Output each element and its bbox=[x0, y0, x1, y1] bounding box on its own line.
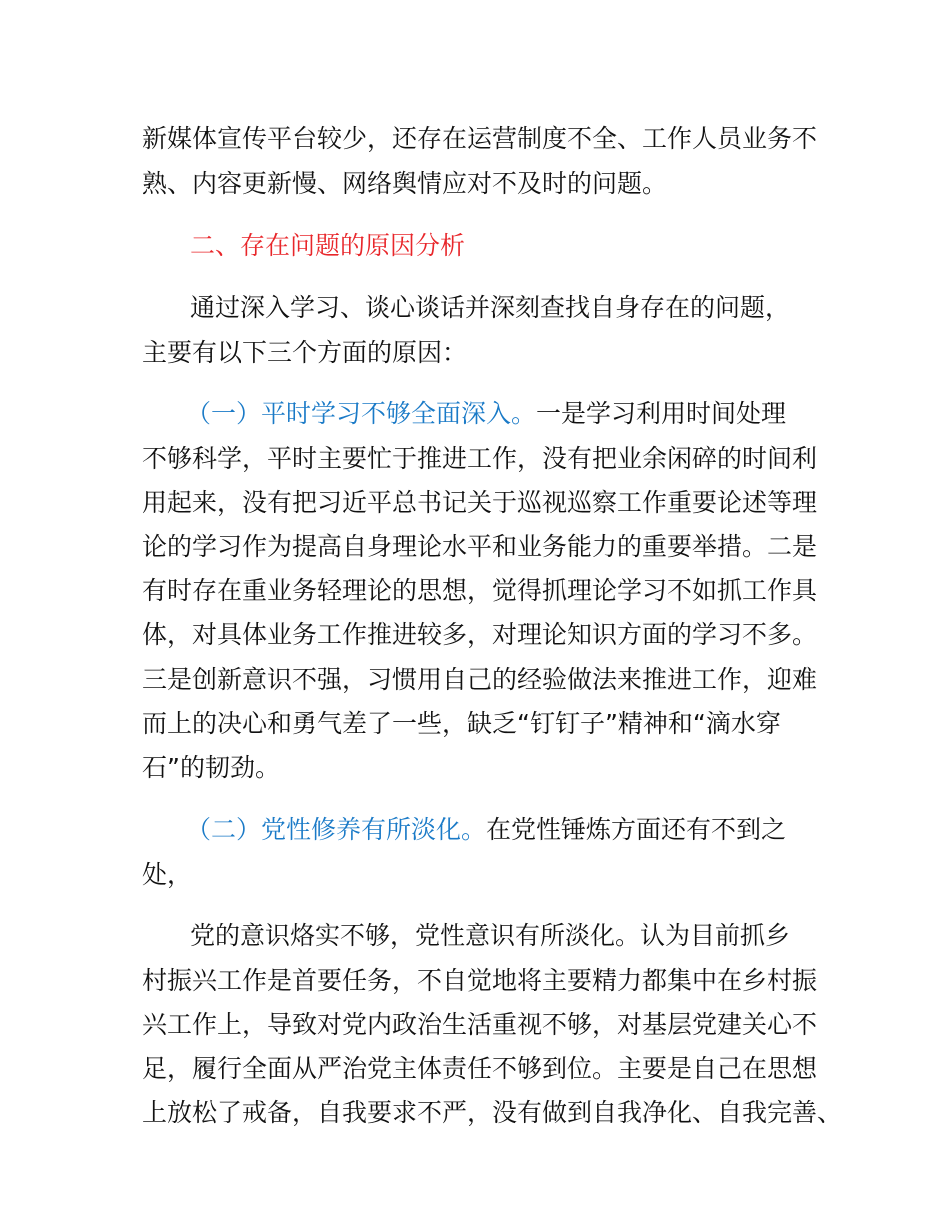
paragraph-5-line-5: 上放松了戒备，自我要求不严，没有做到自我净化、自我完善、 bbox=[142, 1098, 843, 1127]
paragraph-5-line-2: 村振兴工作是首要任务，不自觉地将主要精力都集中在乡村振 bbox=[142, 966, 818, 995]
paragraph-4-line-1-text: 在党性锤炼方面还有不到之 bbox=[486, 815, 787, 844]
subheading-2: （二）党性修养有所淡化。 bbox=[186, 815, 487, 844]
section-heading: 二、存在问题的原因分析 bbox=[190, 231, 466, 260]
subheading-1: （一）平时学习不够全面深入。 bbox=[186, 399, 537, 428]
paragraph-3-line-3: 用起来，没有把习近平总书记关于巡视巡察工作重要论述等理 bbox=[142, 488, 818, 517]
paragraph-3-line-7: 三是创新意识不强，习惯用自己的经验做法来推进工作，迎难 bbox=[142, 665, 818, 694]
paragraph-1-line-2: 熟、内容更新慢、网络舆情应对不及时的问题。 bbox=[142, 169, 668, 198]
paragraph-5-line-1: 党的意识烙实不够，党性意识有所淡化。认为目前抓乡 bbox=[190, 921, 791, 950]
paragraph-3-line-1 bbox=[186, 399, 786, 429]
paragraph-3-line-1-text: 一是学习利用时间处理 bbox=[536, 399, 787, 428]
paragraph-3-line-8: 而上的决心和勇气差了一些，缺乏“钉钉子”精神和“滴水穿 bbox=[142, 709, 781, 738]
paragraph-5-line-3: 兴工作上，导致对党内政治生活重视不够，对基层党建关心不 bbox=[142, 1010, 818, 1039]
paragraph-3-line-9: 石”的韧劲。 bbox=[142, 753, 280, 782]
paragraph-3-line-2: 不够科学，平时主要忙于推进工作，没有把业余闲碎的时间利 bbox=[142, 444, 818, 473]
paragraph-3-line-5: 有时存在重业务轻理论的思想，觉得抓理论学习不如抓工作具 bbox=[142, 576, 818, 605]
paragraph-3-line-6: 体，对具体业务工作推进较多，对理论知识方面的学习不多。 bbox=[142, 620, 818, 649]
paragraph-4-line-2: 处， bbox=[142, 860, 193, 889]
paragraph-2-line-2: 主要有以下三个方面的原因： bbox=[142, 338, 468, 367]
paragraph-4-line-1 bbox=[186, 815, 786, 845]
paragraph-1-line-1: 新媒体宣传平台较少，还存在运营制度不全、工作人员业务不 bbox=[142, 124, 818, 153]
paragraph-3-line-4: 论的学习作为提高自身理论水平和业务能力的重要举措。二是 bbox=[142, 532, 818, 561]
paragraph-2-line-1: 通过深入学习、谈心谈话并深刻查找自身存在的问题， bbox=[190, 293, 791, 322]
paragraph-5-line-4: 足，履行全面从严治党主体责任不够到位。主要是自己在思想 bbox=[142, 1054, 818, 1083]
